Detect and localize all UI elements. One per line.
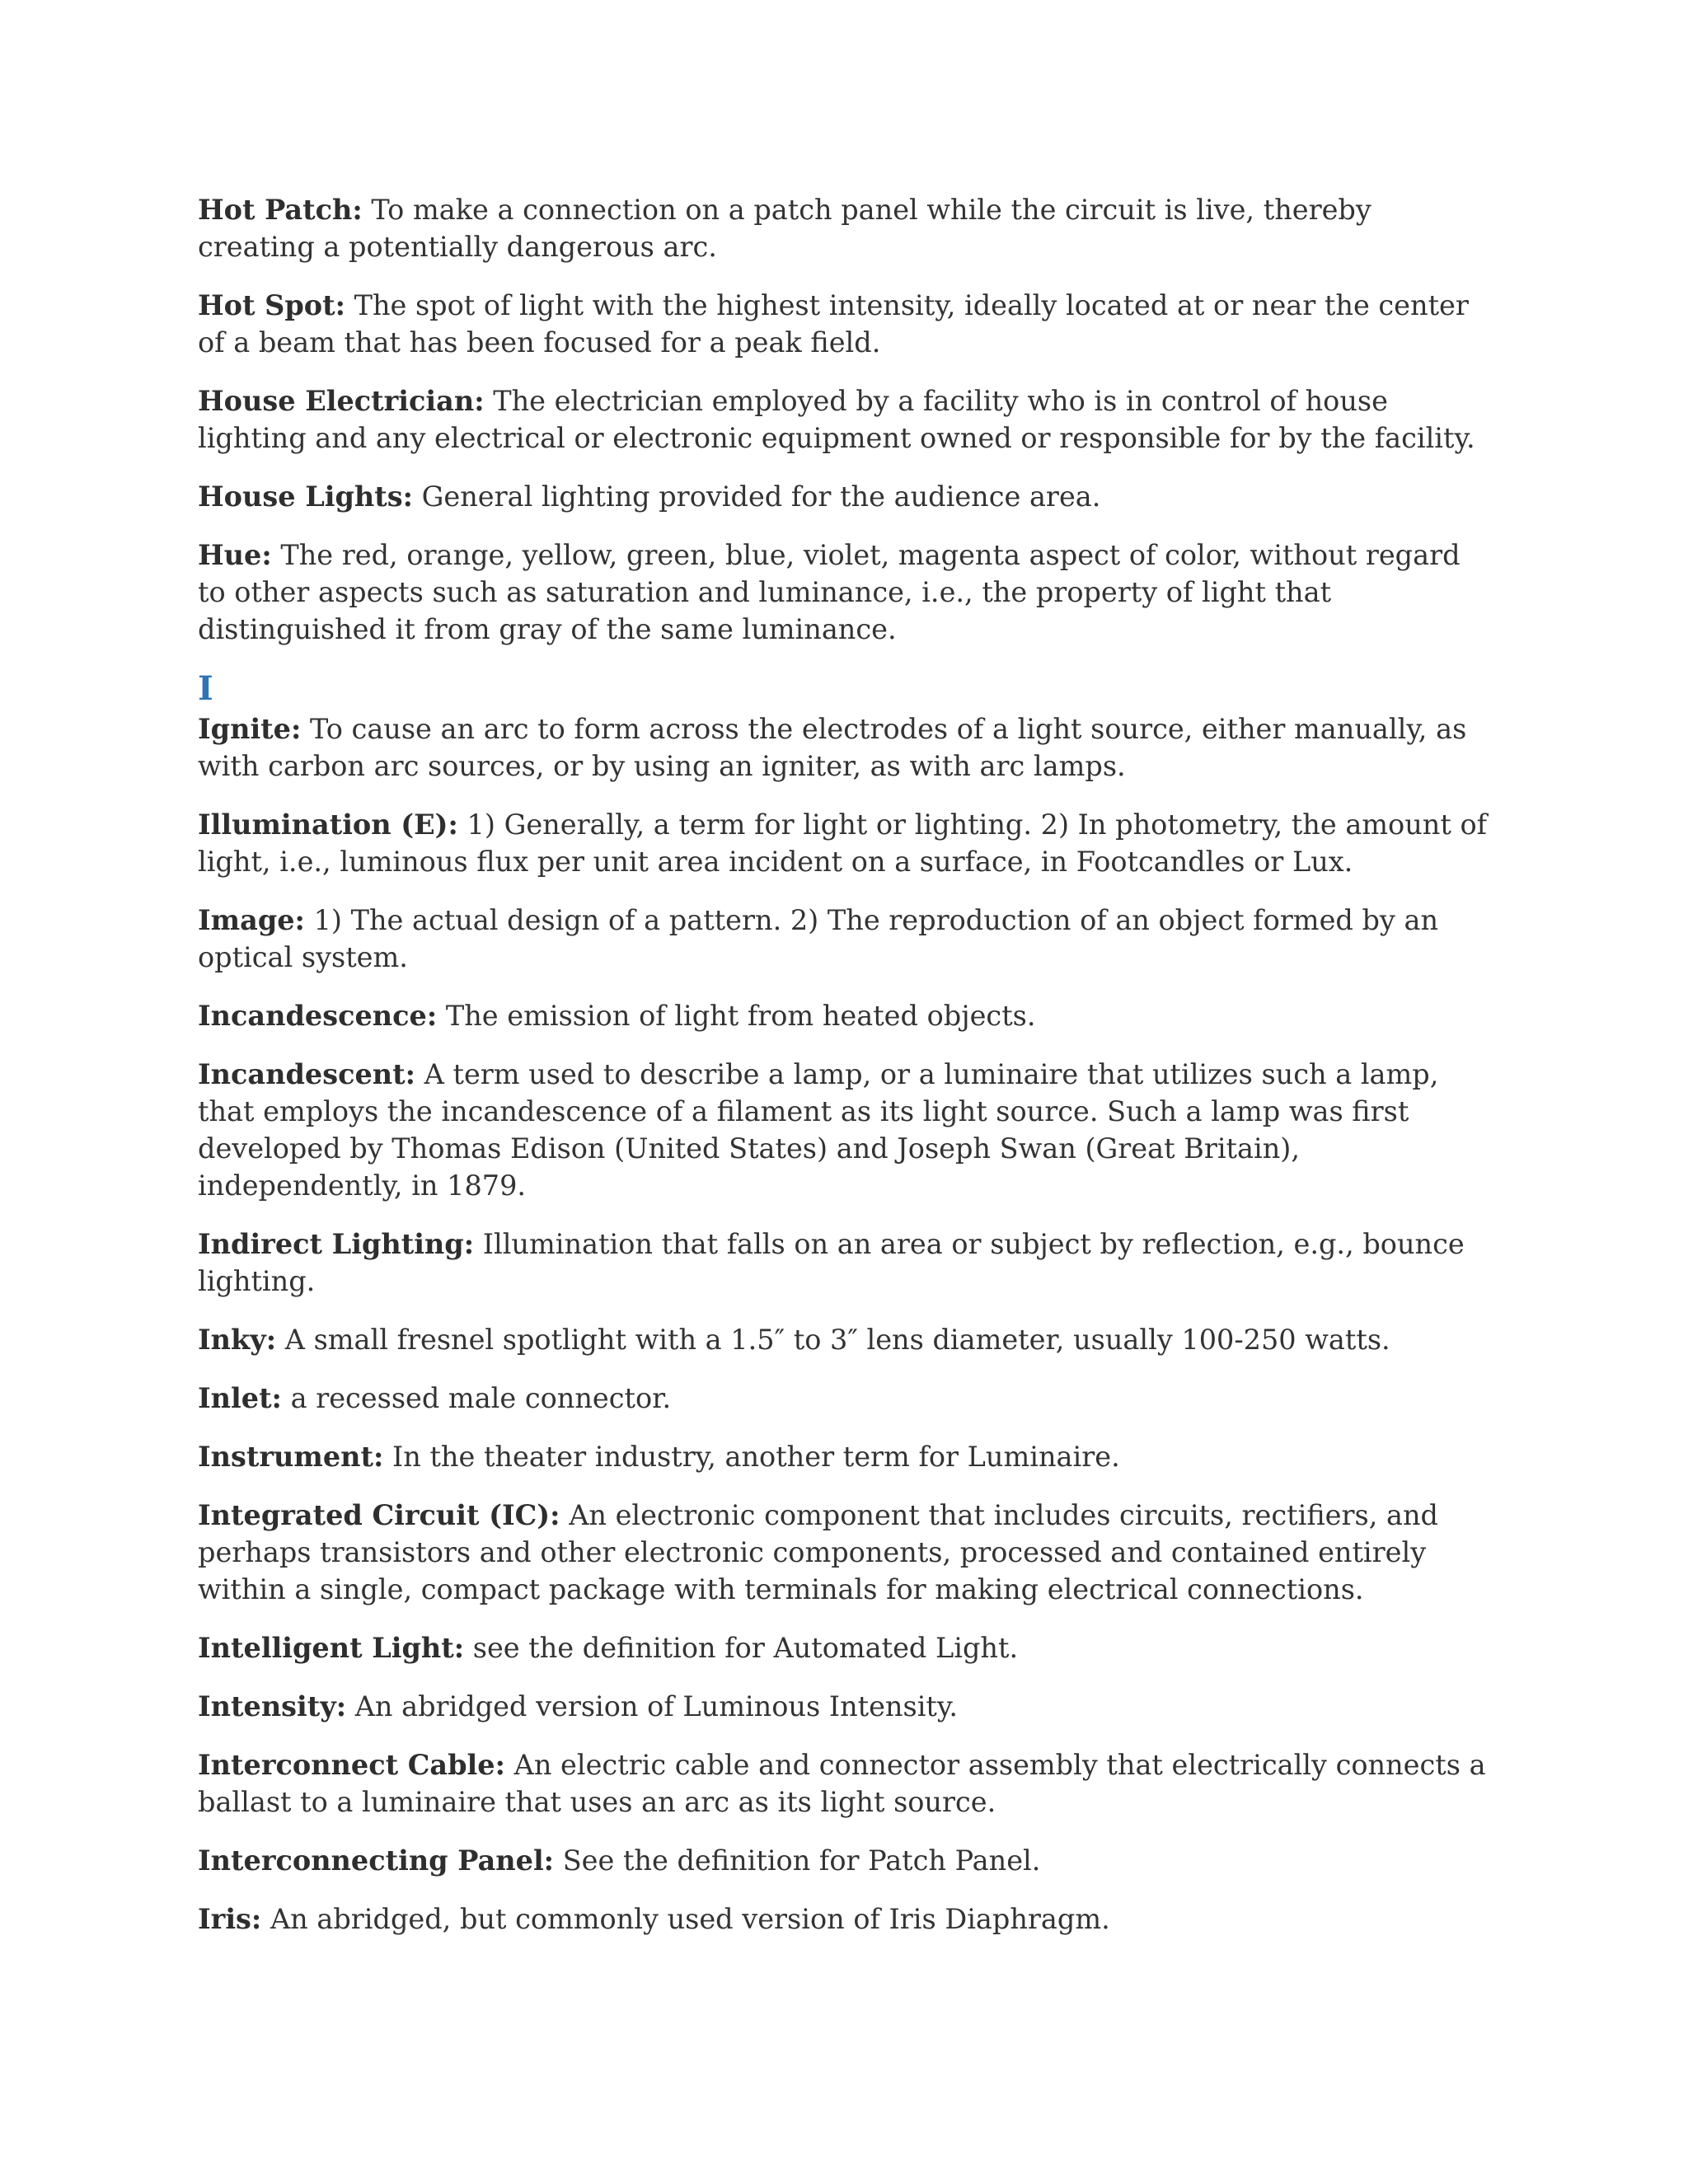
glossary-entry-ignite <box>198 710 1492 785</box>
glossary-entry-interconnect-cable <box>198 1746 1492 1821</box>
entry-term: Illumination (E): <box>198 808 458 841</box>
glossary-entry-incandescence <box>198 997 1492 1034</box>
entry-term: Instrument: <box>198 1441 384 1473</box>
entry-term: House Lights: <box>198 480 413 513</box>
entry-definition: An electronic component that includes circuits, rectifiers, and perhaps transistors and other electronic components, processed and contained entirely within a single, compact package with terminals for making electrical connections. <box>198 1499 1438 1605</box>
entry-term: Inky: <box>198 1324 277 1356</box>
entry-term: Hot Spot: <box>198 289 345 321</box>
entry-definition: The red, orange, yellow, green, blue, violet, magenta aspect of color, without regard to other aspects such as saturation and luminance, i.e., the property of light that distinguished it from gray of the same luminance. <box>198 539 1461 645</box>
entry-term: Intelligent Light: <box>198 1632 465 1664</box>
entry-term: House Electrician: <box>198 385 485 417</box>
entry-term: Hot Patch: <box>198 194 363 226</box>
entry-term: Intensity: <box>198 1690 347 1722</box>
entry-definition: The spot of light with the highest intensity, ideally located at or near the center of a beam that has been focused for a peak field. <box>198 289 1469 359</box>
entry-definition: 1) Generally, a term for light or lighting. 2) In photometry, the amount of light, i.e., luminous flux per unit area incident on a surface, in Footcandles or Lux. <box>198 808 1488 878</box>
entry-term: Integrated Circuit (IC): <box>198 1499 560 1531</box>
entry-definition: 1) The actual design of a pattern. 2) The reproduction of an object formed by an optical system. <box>198 904 1439 973</box>
glossary-entry-indirect-lighting <box>198 1226 1492 1300</box>
entry-definition: To cause an arc to form across the electrodes of a light source, either manually, as with carbon arc sources, or by using an igniter, as with arc lamps. <box>198 713 1467 782</box>
entry-definition: The emission of light from heated objects. <box>445 1000 1036 1032</box>
glossary-entry-illumination <box>198 806 1492 880</box>
section-heading-i: I <box>198 669 213 708</box>
entry-definition: In the theater industry, another term for Luminaire. <box>392 1441 1120 1473</box>
entry-term: Image: <box>198 904 305 936</box>
entry-definition: To make a connection on a patch panel while the circuit is live, thereby creating a potentially dangerous arc. <box>198 194 1372 263</box>
glossary-entry-iris <box>198 1900 1492 1938</box>
entry-definition: A term used to describe a lamp, or a luminaire that utilizes such a lamp, that employs the incandescence of a filament as its light source. Such a lamp was first developed by Thomas Edison (United States) and Joseph Swan (Great Britain), independently, in 1879. <box>198 1058 1439 1202</box>
entry-term: Ignite: <box>198 713 302 745</box>
glossary-entry-intelligent-light <box>198 1629 1492 1666</box>
glossary-entry-house-electrician <box>198 382 1492 457</box>
entry-definition: a recessed male connector. <box>290 1382 672 1414</box>
glossary-entry-interconnecting-panel <box>198 1842 1492 1879</box>
entry-term: Inlet: <box>198 1382 282 1414</box>
glossary-entry-hue <box>198 537 1492 648</box>
glossary-entry-hot-spot <box>198 287 1492 361</box>
entry-term: Hue: <box>198 539 272 571</box>
glossary-entry-instrument <box>198 1438 1492 1475</box>
entry-definition: The electrician employed by a facility who is in control of house lighting and any electrical or electronic equipment owned or responsible for by the facility. <box>198 385 1475 454</box>
glossary-entry-inky <box>198 1321 1492 1358</box>
entry-term: Iris: <box>198 1903 262 1935</box>
glossary-entry-hot-patch <box>198 191 1492 265</box>
glossary-entry-incandescent <box>198 1056 1492 1204</box>
entry-definition: General lighting provided for the audience area. <box>421 480 1101 513</box>
entry-term: Indirect Lighting: <box>198 1228 475 1260</box>
entry-term: Interconnecting Panel: <box>198 1844 555 1877</box>
entry-definition: see the definition for Automated Light. <box>472 1632 1019 1664</box>
glossary-entry-image <box>198 902 1492 976</box>
entry-term: Incandescent: <box>198 1058 415 1090</box>
entry-definition: An abridged version of Luminous Intensity. <box>354 1690 958 1722</box>
glossary-entry-house-lights <box>198 478 1492 515</box>
glossary-entry-intensity <box>198 1688 1492 1725</box>
glossary-page <box>198 191 1492 1959</box>
glossary-entry-integrated-circuit <box>198 1497 1492 1608</box>
entry-term: Interconnect Cable: <box>198 1749 505 1781</box>
entry-definition: See the definition for Patch Panel. <box>562 1844 1041 1877</box>
entry-definition: Illumination that falls on an area or subject by reflection, e.g., bounce lighting. <box>198 1228 1465 1297</box>
glossary-entry-inlet <box>198 1380 1492 1417</box>
entry-definition: An abridged, but commonly used version of Iris Diaphragm. <box>270 1903 1110 1935</box>
entry-definition: An electric cable and connector assembly that electrically connects a ballast to a luminaire that uses an arc as its light source. <box>198 1749 1486 1818</box>
entry-term: Incandescence: <box>198 1000 438 1032</box>
entry-definition: A small fresnel spotlight with a 1.5″ to 3″ lens diameter, usually 100-250 watts. <box>284 1324 1390 1356</box>
